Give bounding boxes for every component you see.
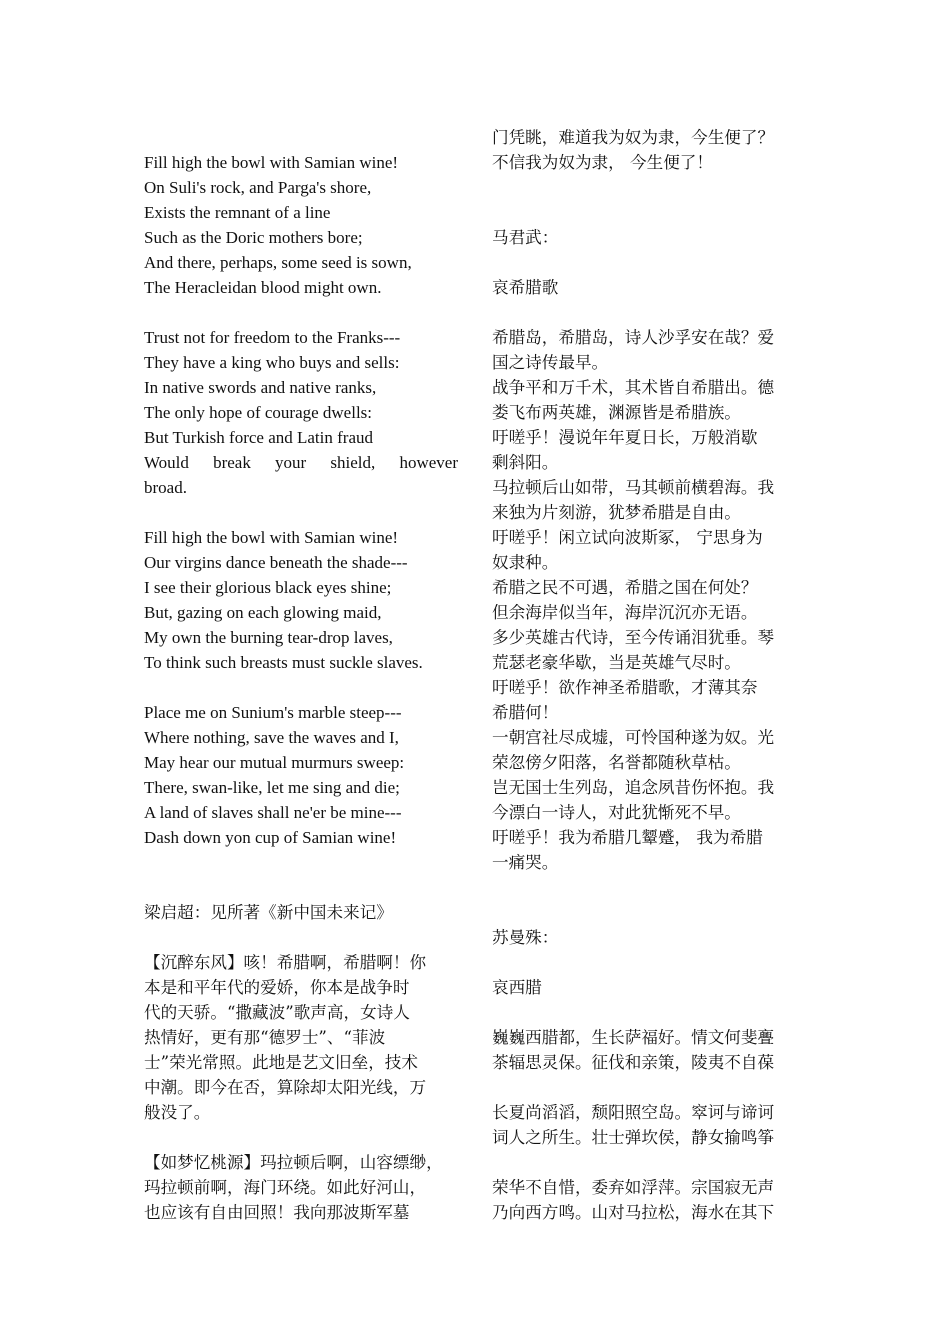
translation-line: 今漂白一诗人，对此犹惭死不早。 — [492, 803, 741, 822]
translation-line: 吁嗟乎！欲作神圣希腊歌，才薄其奈 — [492, 678, 758, 697]
su-translation — [492, 1025, 806, 1225]
translation-line: 国之诗传最早。 — [492, 353, 609, 372]
poem-line: But Turkish force and Latin fraud — [144, 428, 373, 447]
translation-line: 娄飞布两英雄，渊源皆是希腊族。 — [492, 403, 741, 422]
translator-heading-su: 苏曼殊： — [492, 928, 559, 947]
translation-line: 【沉醉东风】咳！希腊啊，希腊啊！你 — [144, 953, 427, 972]
poem-line: Our virgins dance beneath the shade--- — [144, 553, 408, 572]
translation-line: 马拉顿后山如带，马其顿前横碧海。我 — [492, 478, 775, 497]
translation-line: 吁嗟乎！闲立试向波斯冢， 宁思身为 — [492, 528, 763, 547]
poem-line: My own the burning tear-drop laves, — [144, 628, 393, 647]
poem-line: A land of slaves shall ne'er be mine--- — [144, 803, 402, 822]
translation-line: 玛拉顿前啊，海门环绕。如此好河山， — [144, 1178, 427, 1197]
poem-title-su: 哀西腊 — [492, 978, 542, 997]
translation-line: 剩斜阳。 — [492, 453, 559, 472]
poem-line: On Suli's rock, and Parga's shore, — [144, 178, 372, 197]
translation-line: 吁嗟乎！漫说年年夏日长，万般消歇 — [492, 428, 758, 447]
right-column — [492, 125, 806, 1225]
ma-translation — [492, 325, 806, 875]
translation-line: 中潮。即今在否，算除却太阳光线，万 — [144, 1078, 427, 1097]
poem-line: Dash down yon cup of Samian wine! — [144, 828, 397, 847]
translation-line: 乃向西方鸣。山对马拉松，海水在其下 — [492, 1203, 775, 1222]
poem-stanza-4 — [144, 700, 458, 850]
poem-line: And there, perhaps, some seed is sown, — [144, 253, 412, 272]
translator-heading-ma: 马君武： — [492, 228, 559, 247]
poem-line: I see their glorious black eyes shine; — [144, 578, 392, 597]
poem-title-ma: 哀希腊歌 — [492, 278, 559, 297]
poem-line: broad. — [144, 478, 187, 497]
translation-line: 本是和平年代的爱娇，你本是战争时 — [144, 978, 410, 997]
translation-line: 战争平和万千术，其术皆自希腊出。德 — [492, 378, 775, 397]
poem-stanza-2 — [144, 325, 458, 500]
translation-line: 一痛哭。 — [492, 853, 559, 872]
translation-line: 【如梦忆桃源】玛拉顿后啊，山容缥缈， — [144, 1153, 443, 1172]
translation-line: 代的天骄。“撒藏波”歌声高，女诗人 — [144, 1003, 410, 1022]
poem-line: In native swords and native ranks, — [144, 378, 377, 397]
liang-translation-part-1 — [144, 950, 458, 1125]
translation-line: 荣华不自惜，委弃如浮萍。宗国寂无声 — [492, 1178, 775, 1197]
translation-line: 热情好，更有那“德罗士”、“菲波 — [144, 1028, 386, 1047]
translation-line: 希腊岛，希腊岛，诗人沙孚安在哉？爱 — [492, 328, 775, 347]
poem-line: Exists the remnant of a line — [144, 203, 331, 222]
translation-line: 般没了。 — [144, 1103, 211, 1122]
poem-line: There, swan-like, let me sing and die; — [144, 778, 400, 797]
poem-line: To think such breasts must suckle slaves. — [144, 653, 423, 672]
poem-line: The only hope of courage dwells: — [144, 403, 373, 422]
poem-line: Such as the Doric mothers bore; — [144, 228, 363, 247]
poem-stanza-1 — [144, 150, 458, 300]
translation-line: 茶辐思灵保。征伐和亲策，陵夷不自葆 — [492, 1053, 775, 1072]
translation-line: 荒瑟老豪华歇，当是英雄气尽时。 — [492, 653, 741, 672]
left-column — [144, 150, 458, 1225]
poem-line: They have a king who buys and sells: — [144, 353, 400, 372]
translation-line: 门凭眺，难道我为奴为隶，今生便了？ — [492, 128, 775, 147]
translation-line: 但余海岸似当年，海岸沉沉亦无语。 — [492, 603, 758, 622]
translation-line: 一朝宫社尽成墟，可怜国种遂为奴。光 — [492, 728, 775, 747]
translation-line: 来独为片刻游，犹梦希腊是自由。 — [492, 503, 741, 522]
translation-line: 词人之所生。壮士弹坎侯，静女揄鸣筝 — [492, 1128, 775, 1147]
translation-line: 希腊何！ — [492, 703, 559, 722]
poem-line: Would break your shield, however — [144, 453, 458, 472]
liang-translation-continued — [492, 125, 806, 175]
translation-line: 荣忽傍夕阳落，名誉都随秋草枯。 — [492, 753, 741, 772]
liang-translation-part-2 — [144, 1150, 458, 1225]
translation-line: 不信我为奴为隶， 今生便了！ — [492, 153, 713, 172]
translation-line: 多少英雄古代诗，至今传诵泪犹垂。琴 — [492, 628, 775, 647]
poem-line: Trust not for freedom to the Franks--- — [144, 328, 401, 347]
translator-heading-liang: 梁启超：见所著《新中国未来记》 — [144, 903, 393, 922]
translation-line: 长夏尚滔滔，颓阳照空岛。窣诃与谛诃 — [492, 1103, 775, 1122]
poem-line: The Heracleidan blood might own. — [144, 278, 382, 297]
translation-line: 希腊之民不可遇，希腊之国在何处？ — [492, 578, 758, 597]
poem-stanza-3 — [144, 525, 458, 675]
poem-line: May hear our mutual murmurs sweep: — [144, 753, 405, 772]
poem-line: Fill high the bowl with Samian wine! — [144, 528, 399, 547]
translation-line: 士”荣光常照。此地是艺文旧垒，技术 — [144, 1053, 418, 1072]
translation-line: 也应该有自由回照！我向那波斯军墓 — [144, 1203, 410, 1222]
poem-line: Where nothing, save the waves and I, — [144, 728, 399, 747]
poem-line: But, gazing on each glowing maid, — [144, 603, 382, 622]
translation-line: 奴隶种。 — [492, 553, 559, 572]
translation-line: 岂无国士生列岛，追念夙昔伤怀抱。我 — [492, 778, 775, 797]
translation-line: 吁嗟乎！我为希腊几颦蹙， 我为希腊 — [492, 828, 763, 847]
poem-line: Place me on Sunium's marble steep--- — [144, 703, 402, 722]
translation-line: 巍巍西腊都，生长萨福好。情文何斐亹 — [492, 1028, 775, 1047]
poem-line: Fill high the bowl with Samian wine! — [144, 153, 399, 172]
